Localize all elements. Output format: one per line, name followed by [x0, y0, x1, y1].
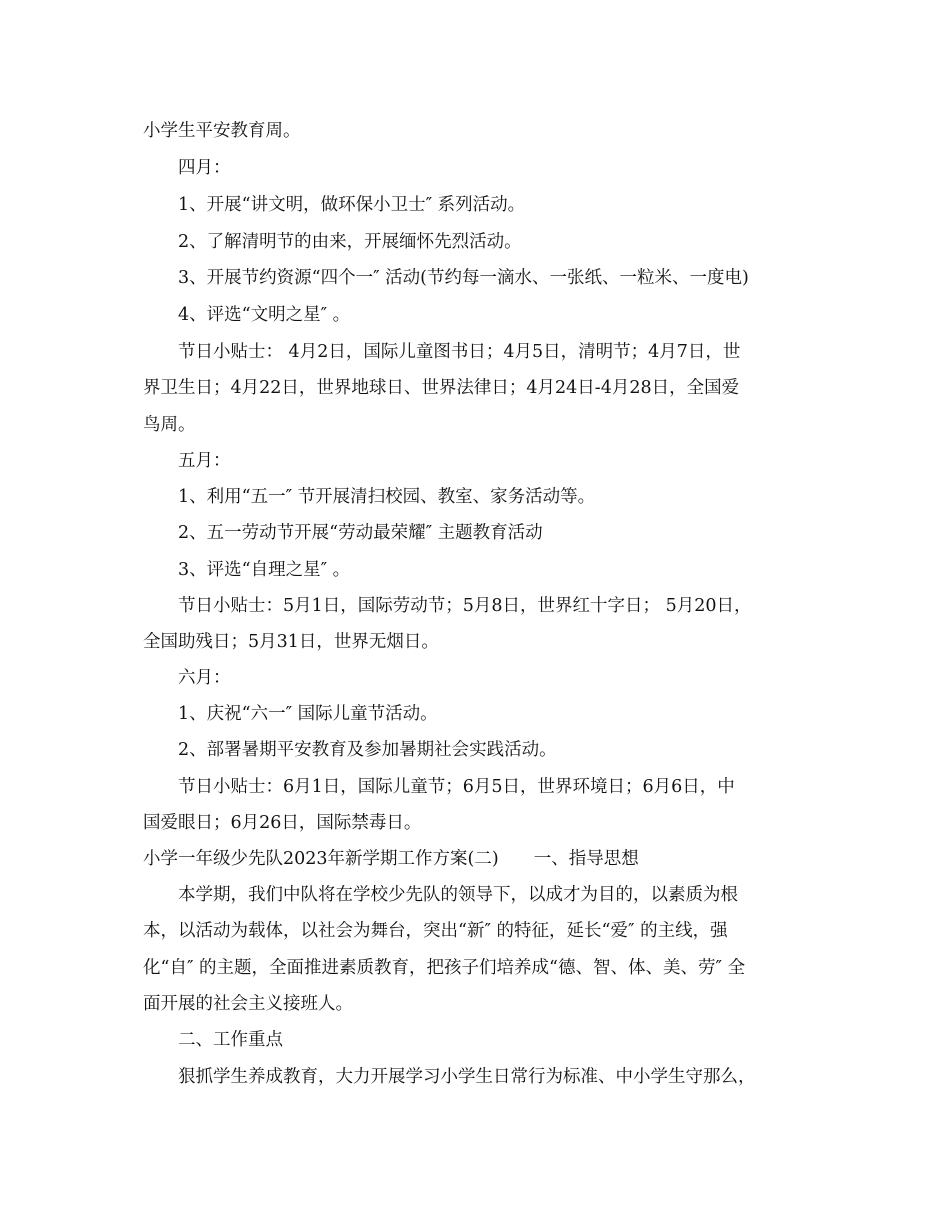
subsection-heading: 二、工作重点: [178, 1030, 283, 1050]
body-paragraph-line: 狠抓学生养成教育，大力开展学习小学生日常行为标准、中小学生守那么，: [178, 1067, 756, 1087]
list-item: 1、开展“讲文明，做环保小卫士″ 系列活动。: [178, 195, 526, 215]
list-item: 3、评选“自理之星″ 。: [178, 560, 351, 580]
tips-paragraph-line: 节日小贴士：5月1日，国际劳动节；5月8日，世界红十字日； 5月20日，: [178, 596, 752, 616]
body-paragraph-line: 面开展的社会主义接班人。: [143, 994, 353, 1014]
body-paragraph-line: 本学期，我们中队将在学校少先队的领导下，以成才为目的，以素质为根: [178, 885, 738, 905]
tips-paragraph-line: 全国助残日；5月31日，世界无烟日。: [143, 632, 439, 652]
month-heading-may: 五月：: [178, 451, 231, 471]
list-item: 3、开展节约资源“四个一″ 活动(节约每一滴水、一张纸、一粒米、一度电): [178, 268, 749, 288]
tips-paragraph-line: 节日小贴士：6月1日，国际儿童节；6月5日，世界环境日；6月6日，中: [178, 777, 735, 797]
tips-paragraph-line: 节日小贴士： 4月2日，国际儿童图书日；4月5日，清明节；4月7日，世: [178, 342, 741, 362]
text-line: 小学生平安教育周。: [143, 121, 301, 141]
list-item: 2、五一劳动节开展“劳动最荣耀″ 主题教育活动: [178, 523, 543, 543]
month-heading-june: 六月：: [178, 668, 231, 688]
body-paragraph-line: 化“自″ 的主题，全面推进素质教育，把孩子们培养成“德、智、体、美、劳″ 全: [143, 958, 746, 978]
list-item: 1、利用“五一″ 节开展清扫校园、教室、家务活动等。: [178, 487, 596, 507]
list-item: 4、评选“文明之星″ 。: [178, 305, 351, 325]
list-item: 2、部署暑期平安教育及参加暑期社会实践活动。: [178, 740, 557, 760]
section-title: 小学一年级少先队2023年新学期工作方案(二) 一、指导思想: [143, 849, 639, 869]
list-item: 2、了解清明节的由来，开展缅怀先烈活动。: [178, 232, 522, 252]
body-paragraph-line: 本，以活动为载体，以社会为舞台，突出“新″ 的特征，延长“爱″ 的主线，强: [143, 921, 728, 941]
tips-paragraph-line: 鸟周。: [143, 415, 196, 435]
list-item: 1、庆祝“六一″ 国际儿童节活动。: [178, 704, 438, 724]
month-heading-april: 四月：: [178, 158, 231, 178]
tips-paragraph-line: 国爱眼日；6月26日，国际禁毒日。: [143, 813, 422, 833]
tips-paragraph-line: 界卫生日；4月22日，世界地球日、世界法律日；4月24日-4月28日，全国爱: [143, 378, 740, 398]
